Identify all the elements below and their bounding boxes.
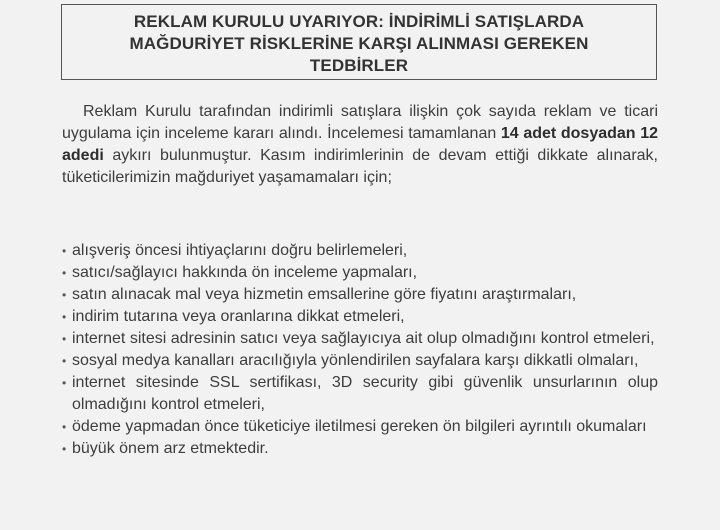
title-box [61, 4, 657, 80]
list-item: • satıcı/sağlayıcı hakkında ön inceleme yapmaları, [62, 262, 658, 284]
list-item: • ödeme yapmadan önce tüketiciye iletilmesi gereken ön bilgileri ayrıntılı okumaları [62, 416, 658, 438]
recommendation-list [62, 240, 658, 460]
list-item: • internet sitesi adresinin satıcı veya sağlayıcıya ait olup olmadığını kontrol etmeleri, [62, 328, 658, 350]
list-item: • sosyal medya kanalları aracılığıyla yönlendirilen sayfalara karşı dikkatli olmaları, [62, 350, 658, 372]
title-line-3: TEDBİRLER [309, 56, 409, 75]
intro-paragraph [62, 101, 658, 189]
list-item: • indirim tutarına veya oranlarına dikkat etmeleri, [62, 306, 658, 328]
intro-bold-count: 14 adet dosyadan 12 adedi [62, 125, 659, 164]
intro-text [62, 101, 658, 189]
title-line-1: REKLAM KURULU UYARIYOR: İNDİRİMLİ SATIŞLARDA [133, 12, 585, 31]
list-item: • satın alınacak mal veya hizmetin emsallerine göre fiyatını araştırmaları, [62, 284, 658, 306]
intro-text-after: aykırı bulunmuştur. Kasım indirimlerinin de devam ettiği dikkate alınarak, tüketicilerimizin mağduriyet yaşamamaları için; [62, 147, 658, 186]
list-item: • alışveriş öncesi ihtiyaçlarını doğru belirlemeleri, [62, 240, 658, 262]
title-line-2: MAĞDURİYET RİSKLERİNE KARŞI ALINMASI GEREKEN [129, 34, 589, 53]
list-item: • internet sitesinde SSL sertifikası, 3D security gibi güvenlik unsurlarının olup olmadığını kontrol etmeleri, [62, 372, 658, 416]
intro-text-before: Reklam Kurulu tarafından indirimli satışlara ilişkin çok sayıda reklam ve ticari uygulama için inceleme kararı alındı. İncelemesi tamamlanan [62, 103, 658, 142]
list-item: • büyük önem arz etmektedir. [62, 438, 658, 460]
